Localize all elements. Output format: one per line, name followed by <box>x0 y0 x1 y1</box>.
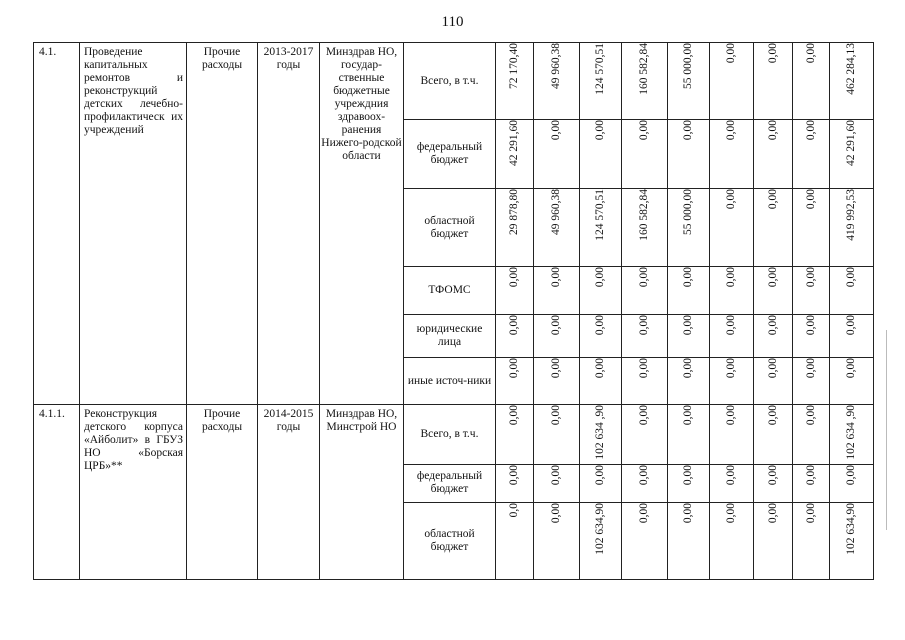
value-cell: 0,00 <box>580 358 622 405</box>
total-cell: 462 284,13 <box>830 43 874 120</box>
page-number: 110 <box>441 14 464 30</box>
value-cell: 0,00 <box>496 405 534 465</box>
value-cell: 0,00 <box>668 358 710 405</box>
value-cell: 0,00 <box>710 43 754 120</box>
value-cell: 0,00 <box>793 120 830 189</box>
value-cell: 0,00 <box>754 120 793 189</box>
section-name: Проведение капитальных ремонтов и реконструкций детских лечебно-профилактическ их учреждений <box>80 43 187 405</box>
value-cell: 42 291,60 <box>496 120 534 189</box>
value-cell: 160 582,84 <box>622 189 668 267</box>
value-cell: 0,00 <box>710 358 754 405</box>
section-number: 4.1. <box>34 43 80 405</box>
table-row <box>34 43 874 120</box>
value-cell: 0,00 <box>668 502 710 579</box>
total-cell: 102 634,90 <box>830 502 874 579</box>
value-cell: 0,00 <box>710 267 754 315</box>
funding-source: федеральный бюджет <box>404 464 496 502</box>
value-cell: 0,00 <box>710 189 754 267</box>
value-cell: 0,00 <box>622 315 668 358</box>
funding-source: областной бюджет <box>404 502 496 579</box>
value-cell: 0,00 <box>710 120 754 189</box>
value-cell: 0,00 <box>622 267 668 315</box>
total-cell: 102 634 ,90 <box>830 405 874 465</box>
funding-source: иные источ-ники <box>404 358 496 405</box>
value-cell: 0,00 <box>793 502 830 579</box>
section-name: Реконструкция детского корпуса «Айболит» в ГБУЗ НО «Борская ЦРБ»** <box>80 405 187 580</box>
funding-source: ТФОМС <box>404 267 496 315</box>
value-cell: 0,00 <box>534 315 580 358</box>
funding-source: Всего, в т.ч. <box>404 405 496 465</box>
value-cell: 0,00 <box>793 464 830 502</box>
value-cell: 0,00 <box>754 502 793 579</box>
value-cell: 0,00 <box>754 315 793 358</box>
value-cell: 49 960,38 <box>534 189 580 267</box>
value-cell: 0,00 <box>668 315 710 358</box>
value-cell: 0,00 <box>754 189 793 267</box>
value-cell: 0,00 <box>710 315 754 358</box>
funding-source: областной бюджет <box>404 189 496 267</box>
value-cell: 0,00 <box>754 405 793 465</box>
value-cell: 102 634,90 <box>580 502 622 579</box>
value-cell: 0,00 <box>793 405 830 465</box>
value-cell: 0,00 <box>754 464 793 502</box>
value-cell: 124 570,51 <box>580 43 622 120</box>
executor: Минздрав НО, государ-ственные бюджетные учреждния здравоох-ранения Нижего-родской области <box>320 43 404 405</box>
value-cell: 0,00 <box>580 315 622 358</box>
value-cell: 0,00 <box>622 120 668 189</box>
value-cell: 0,00 <box>754 358 793 405</box>
value-cell: 0,00 <box>668 267 710 315</box>
value-cell: 72 170,40 <box>496 43 534 120</box>
value-cell: 0,00 <box>534 464 580 502</box>
value-cell: 49 960,38 <box>534 43 580 120</box>
value-cell: 0,00 <box>622 358 668 405</box>
value-cell: 0,00 <box>622 464 668 502</box>
value-cell: 0,00 <box>793 315 830 358</box>
expense-type: Прочие расходы <box>187 405 258 580</box>
value-cell: 55 000,00 <box>668 43 710 120</box>
value-cell: 0,00 <box>793 189 830 267</box>
value-cell: 0,00 <box>622 405 668 465</box>
page-edge-divider <box>886 330 887 530</box>
value-cell: 0,00 <box>793 267 830 315</box>
value-cell: 0,00 <box>580 464 622 502</box>
value-cell: 0,00 <box>496 464 534 502</box>
period: 2014-2015 годы <box>258 405 320 580</box>
funding-source: Всего, в т.ч. <box>404 43 496 120</box>
funding-source: федеральный бюджет <box>404 120 496 189</box>
executor: Минздрав НО, Минстрой НО <box>320 405 404 580</box>
value-cell: 124 570,51 <box>580 189 622 267</box>
funding-source: юридические лица <box>404 315 496 358</box>
value-cell: 160 582,84 <box>622 43 668 120</box>
value-cell: 0,00 <box>710 502 754 579</box>
value-cell: 55 000,00 <box>668 189 710 267</box>
value-cell: 0,00 <box>534 120 580 189</box>
value-cell: 0,00 <box>710 405 754 465</box>
period: 2013-2017 годы <box>258 43 320 405</box>
expense-type: Прочие расходы <box>187 43 258 405</box>
value-cell: 29 878,80 <box>496 189 534 267</box>
total-cell: 0,00 <box>830 358 874 405</box>
total-cell: 0,00 <box>830 464 874 502</box>
value-cell: 0,00 <box>754 43 793 120</box>
value-cell: 0,00 <box>534 358 580 405</box>
value-cell: 0,00 <box>534 267 580 315</box>
value-cell: 0,00 <box>534 405 580 465</box>
total-cell: 0,00 <box>830 267 874 315</box>
value-cell: 0,00 <box>580 267 622 315</box>
total-cell: 42 291,60 <box>830 120 874 189</box>
value-cell: 0,00 <box>754 267 793 315</box>
value-cell: 102 634 ,90 <box>580 405 622 465</box>
total-cell: 0,00 <box>830 315 874 358</box>
value-cell: 0,00 <box>793 358 830 405</box>
value-cell: 0,00 <box>668 120 710 189</box>
value-cell: 0,0 <box>496 502 534 579</box>
value-cell: 0,00 <box>496 315 534 358</box>
value-cell: 0,00 <box>580 120 622 189</box>
value-cell: 0,00 <box>668 464 710 502</box>
value-cell: 0,00 <box>668 405 710 465</box>
value-cell: 0,00 <box>622 502 668 579</box>
value-cell: 0,00 <box>710 464 754 502</box>
budget-table <box>33 42 874 580</box>
value-cell: 0,00 <box>496 267 534 315</box>
section-number: 4.1.1. <box>34 405 80 580</box>
value-cell: 0,00 <box>496 358 534 405</box>
total-cell: 419 992,53 <box>830 189 874 267</box>
table-row <box>34 405 874 465</box>
value-cell: 0,00 <box>534 502 580 579</box>
value-cell: 0,00 <box>793 43 830 120</box>
